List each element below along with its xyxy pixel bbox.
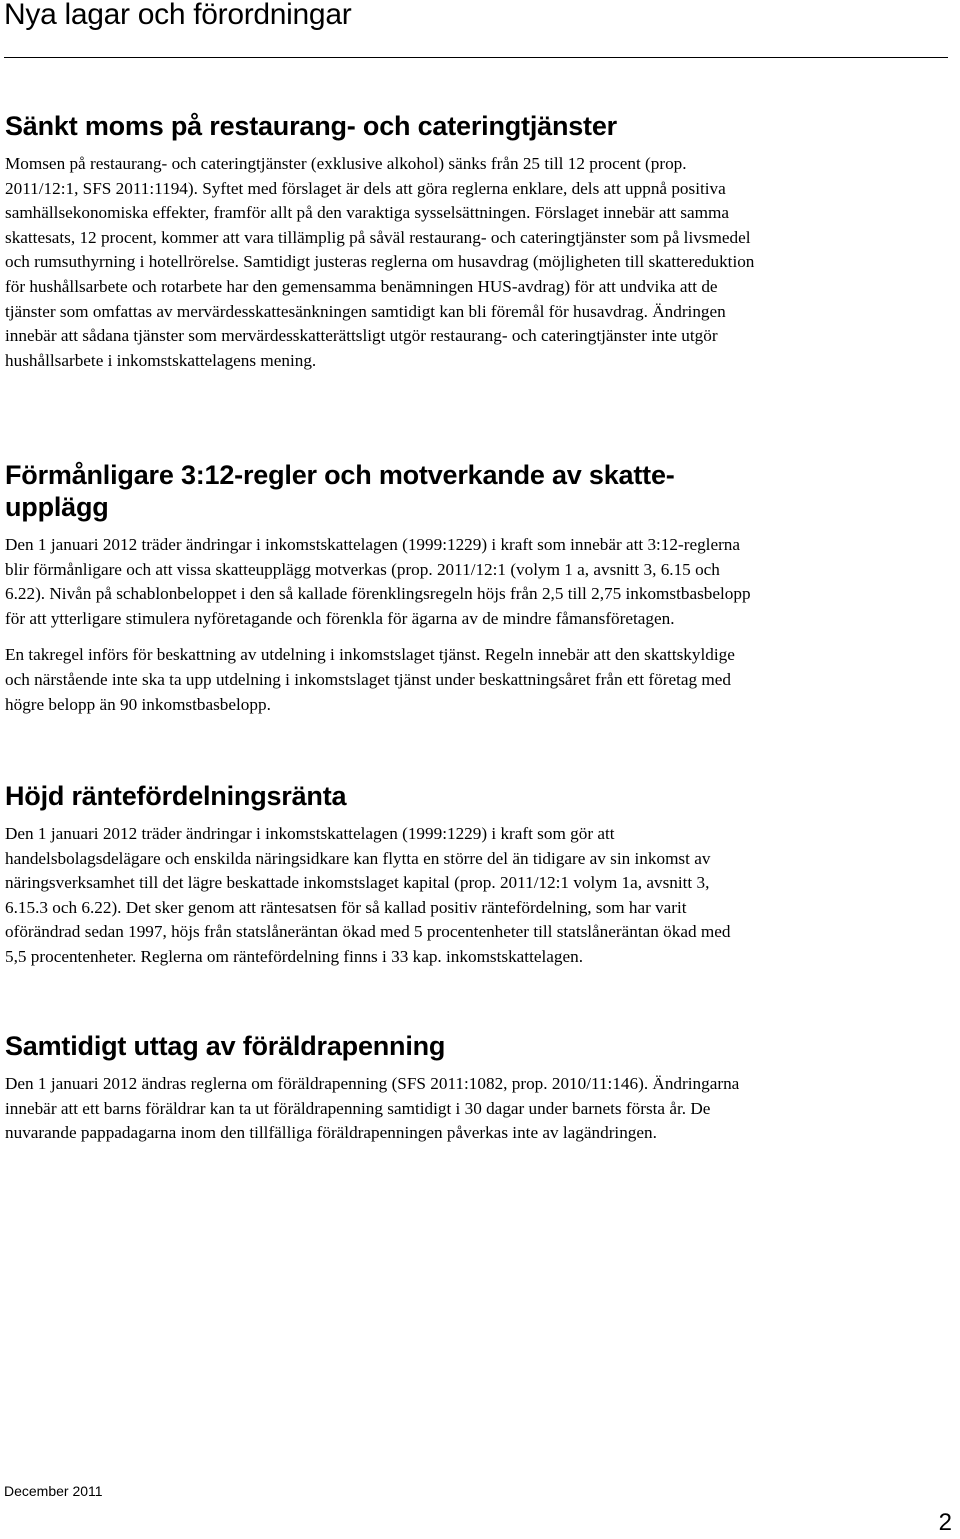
section-heading: Samtidigt uttag av föräldrapenning bbox=[5, 1031, 446, 1061]
section-interest-allocation bbox=[5, 780, 755, 982]
section-312-rules bbox=[5, 459, 755, 729]
section-heading: Förmånligare 3:12-regler och motverkande av skatte-upplägg bbox=[5, 460, 675, 522]
section-heading: Sänkt moms på restaurang- och cateringtjänster bbox=[5, 111, 617, 141]
section-heading: Höjd räntefördelningsränta bbox=[5, 781, 347, 811]
page-title: Nya lagar och förordningar bbox=[4, 0, 352, 31]
section-paragraph: Den 1 januari 2012 träder ändringar i inkomstskattelagen (1999:1229) i kraft som innebär att 3:12-reglerna blir förmånligare och att vissa skatteupplägg motverkas (prop. 2011/12:1 (volym 1 a, avsnitt 3, 6.15 och 6.22). Nivån på schablonbeloppet i den så kallade förenklingsregeln höjs från 2,5 till 2,75 inkomstbasbelopp för att ytterligare stimulera nyföretagande och förenkla för ägarna av de mindre fåmansföretagen. bbox=[5, 535, 751, 628]
section-paragraph: Den 1 januari 2012 träder ändringar i inkomstskattelagen (1999:1229) i kraft som gör att handelsbolagsdelägare och enskilda näringsidkare kan flytta en större del än tidigare av sin inkomst av näringsverksamhet till det lägre beskattade inkomstslaget kapital (prop. 2011/12:1 volym 1a, avsnitt 3, 6.15.3 och 6.22). Det sker genom att räntesatsen för så kallad positiv räntefördelning, som har varit oförändrad sedan 1997, höjs från statslåneräntan ökad med 5 procentenheter till statslåneräntan ökad med 5,5 procentenheter. Reglerna om räntefördelning finns i 33 kap. inkomstskattelagen. bbox=[5, 824, 731, 966]
section-restaurant-vat bbox=[5, 110, 755, 385]
footer-date: December 2011 bbox=[4, 1483, 103, 1499]
section-paragraph: Den 1 januari 2012 ändras reglerna om föräldrapenning (SFS 2011:1082, prop. 2010/11:146). Ändringarna innebär att ett barns föräldrar kan ta ut föräldrapenning samtidigt i 30 dagar under barnets första år. De nuvarande pappadagarna inom den tillfälliga föräldrapenningen påverkas inte av lagändringen. bbox=[5, 1074, 740, 1143]
section-parental-benefit bbox=[5, 1030, 755, 1158]
header-divider bbox=[4, 57, 948, 58]
section-paragraph: Momsen på restaurang- och cateringtjänster (exklusive alkohol) sänks från 25 till 12 procent (prop. 2011/12:1, SFS 2011:1194). Syftet med förslaget är dels att göra reglerna enklare, dels att uppnå positiva samhällsekonomiska effekter, framför allt på den varaktiga sysselsättningen. Förslaget innebär att samma skattesats, 12 procent, kommer att vara tillämplig på såväl restaurang- och cateringtjänster som på livsmedel och rumsuthyrning i hotellrörelse. Samtidigt justeras reglerna om husavdrag (möjligheten till skattereduktion för hushållsarbete och rotarbete har den gemensamma benämningen HUS-avdrag) för att undvika att de tjänster som omfattas av mervärdesskattesänkningen samtidigt kan bli föremål för husavdrag. Ändringen innebär att sådana tjänster som mervärdesskatterättsligt utgör restaurang- och cateringtjänster inte utgör hushållsarbete i inkomstskattelagens mening. bbox=[5, 154, 755, 370]
page-number: 2 bbox=[938, 1509, 952, 1536]
section-paragraph: En takregel införs för beskattning av utdelning i inkomstslaget tjänst. Regeln innebär att den skattskyldige och närstående inte ska ta upp utdelning i inkomstslaget tjänst under beskattningsåret från ett företag med högre belopp än 90 inkomstbasbelopp. bbox=[5, 645, 735, 714]
